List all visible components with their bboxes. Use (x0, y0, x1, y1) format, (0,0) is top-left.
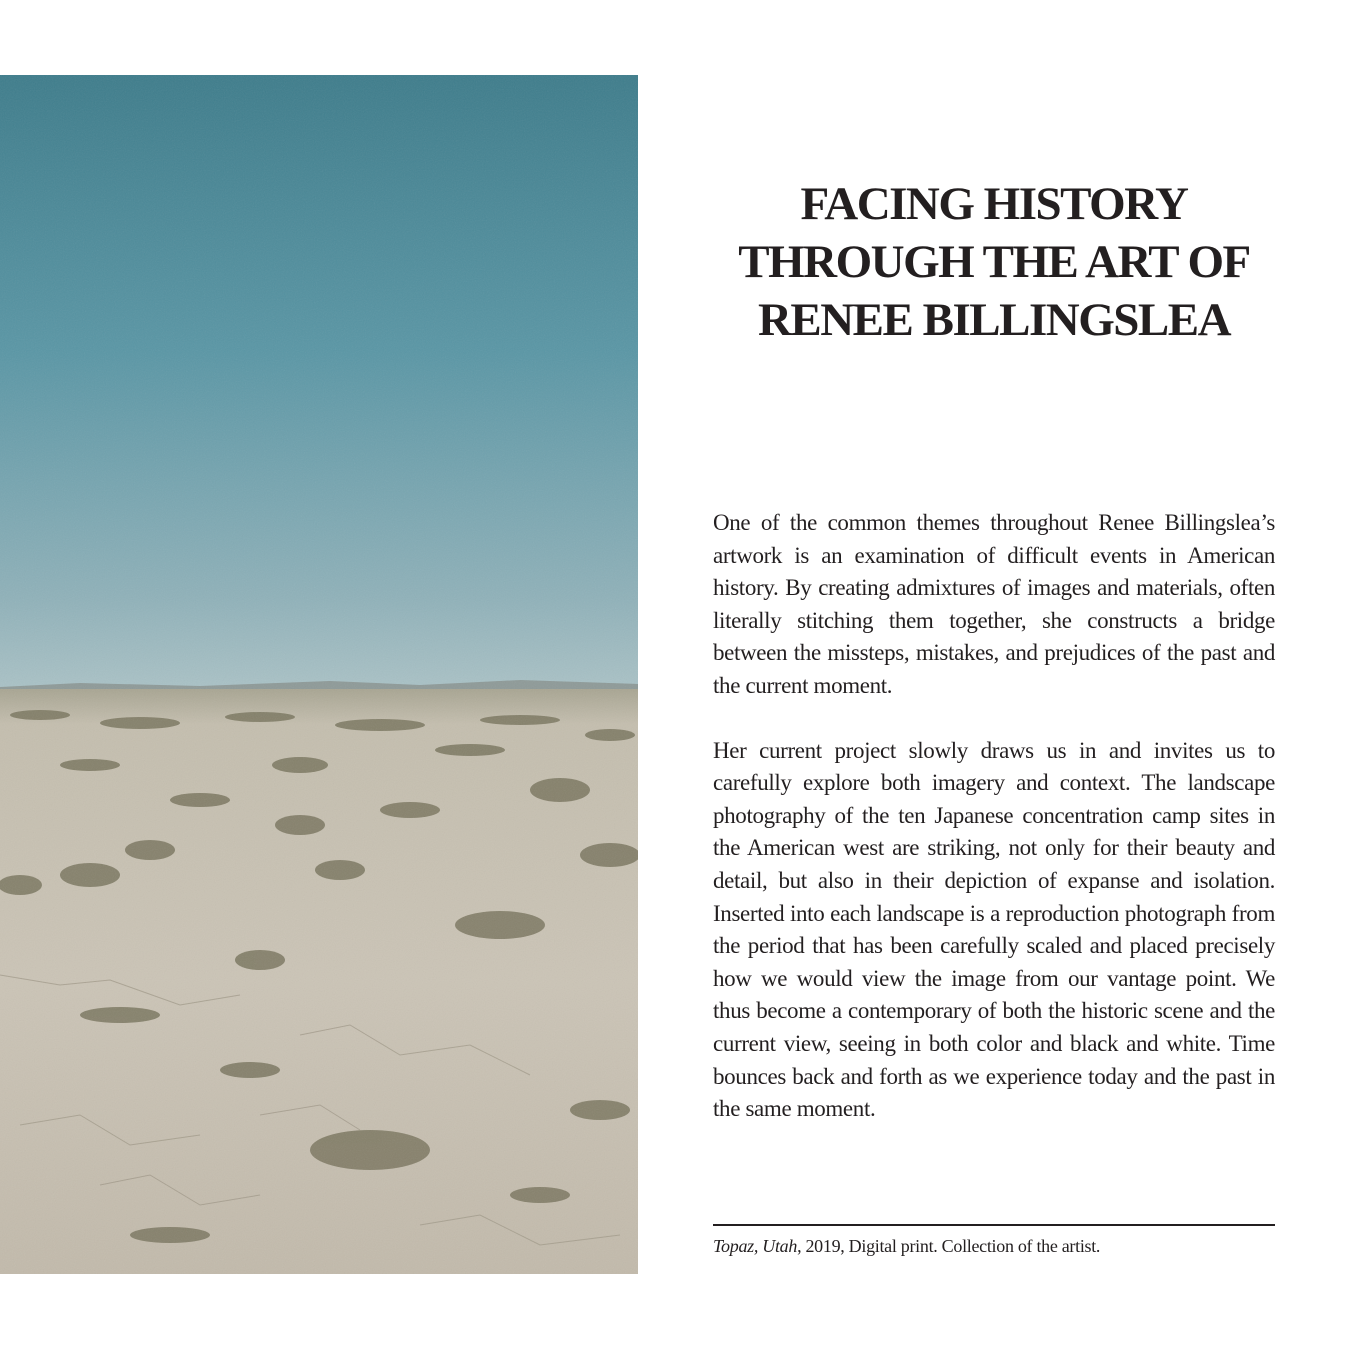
title-line-2: THROUGH THE ART OF (738, 236, 1250, 288)
paragraph-2: Her current project slowly draws us in and invites us to carefully explore both imagery and context. The landscape photography of the ten Japanese concentration camp sites in the American west are striking, not only for their beauty and detail, but also in their depiction of expanse and isolation. Inserted into each landscape is a reproduction photograph from the period that has been carefully scaled and placed precisely how we would view the image from our vantage point. We thus become a contemporary of both the historic scene and the current view, seeing in both color and black and white. Time bounces back and forth as we experience today and the past in the same moment. (713, 737, 1275, 1122)
title-line-1: FACING HISTORY (800, 178, 1188, 230)
desert-landscape-image (0, 75, 638, 1274)
caption-divider (713, 1224, 1275, 1226)
caption-details: , 2019, Digital print. Collection of the artist. (797, 1236, 1101, 1256)
artwork-photo (0, 75, 638, 1274)
paragraph-1: One of the common themes throughout Renee Billingslea’s artwork is an examination of difficult events in American history. By creating admixtures of images and materials, often literally stitching them together, she constructs a bridge between the missteps, mistakes, and prejudices of the past and the current moment. (713, 510, 1275, 698)
image-caption (713, 1234, 1275, 1258)
title-line-3: RENEE BILLINGSLEA (757, 294, 1231, 346)
page-title (713, 175, 1275, 349)
caption-artwork-title: Topaz, Utah (713, 1236, 798, 1256)
body-text (713, 507, 1275, 1158)
